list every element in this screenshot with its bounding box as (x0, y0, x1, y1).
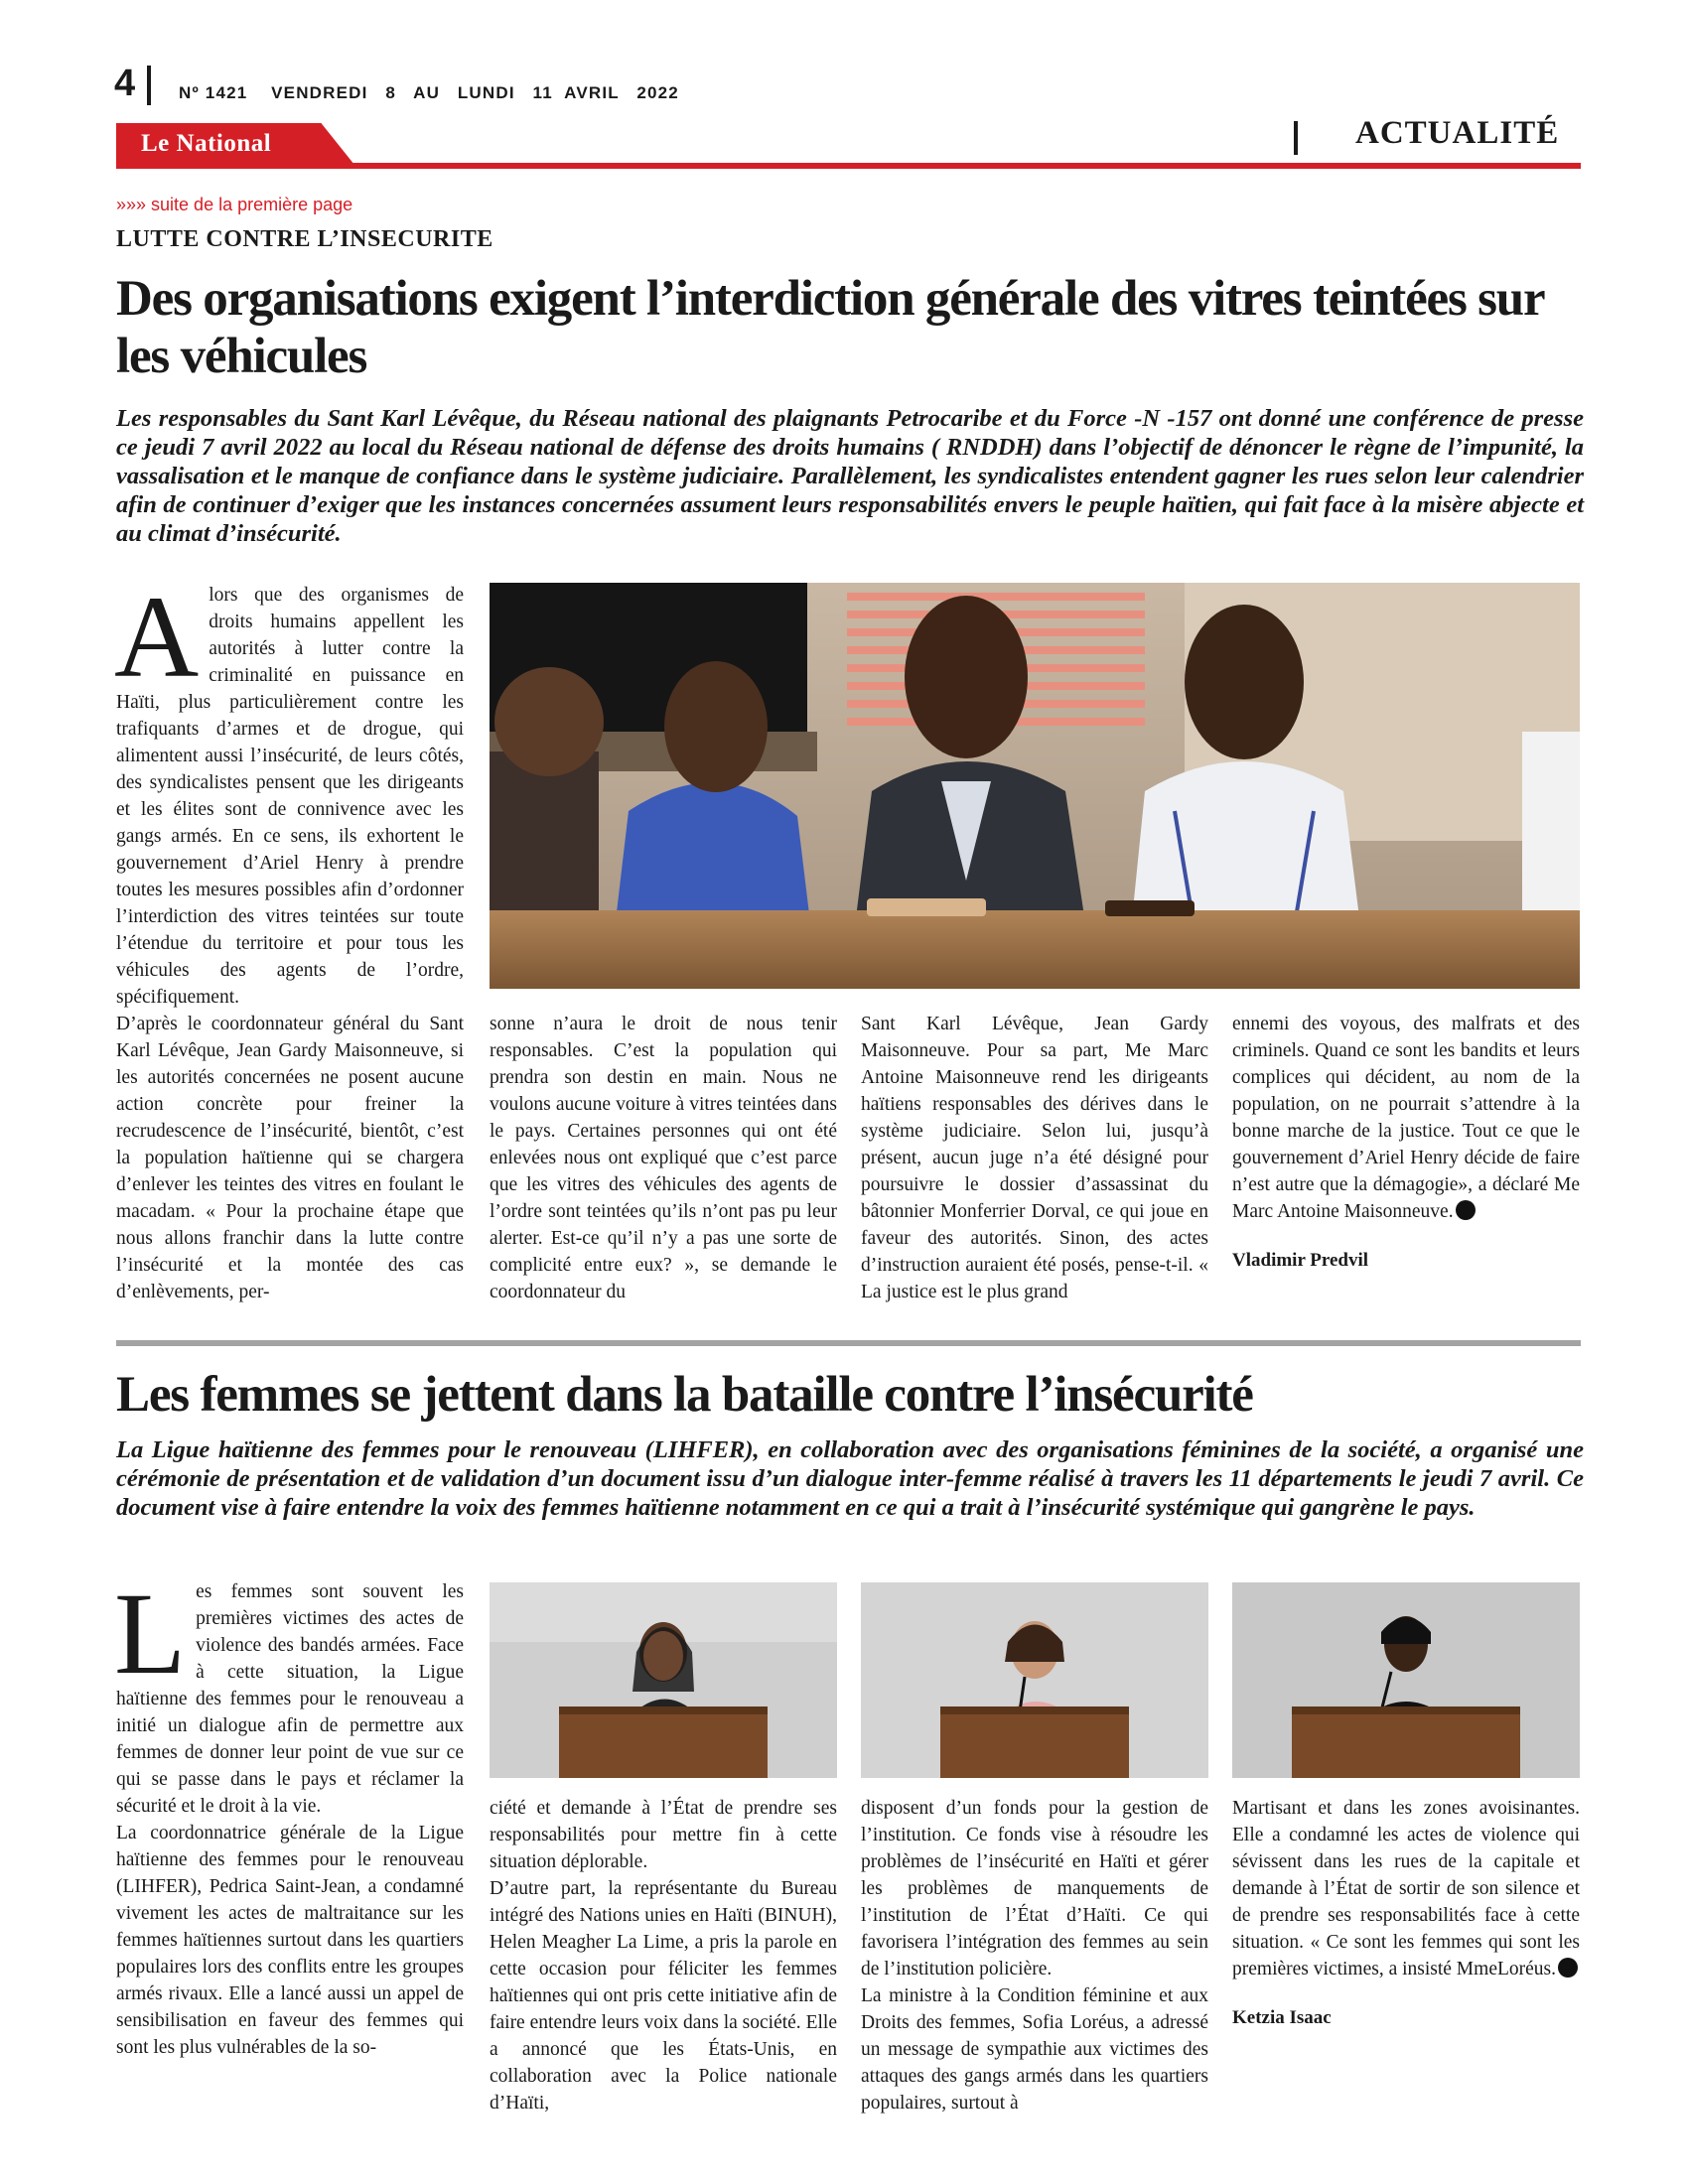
article1-headline: Des organisations exigent l’interdiction générale des vitres teintées sur les véhicules (116, 271, 1544, 384)
article2-dropcap: L (114, 1569, 187, 1699)
article1-lede: Les responsables du Sant Karl Lévêque, du Réseau national des plaignants Petrocaribe et du Force -N -157 ont donné une conférence de presse ce jeudi 7 avril 2022 au local du Réseau national de défense des droits humains ( RNDDH) dans l’objectif de dénoncer le règne de l’impunité, la vassalisation et le manque de confiance dans le système judiciaire. Parallèlement, les syndicalistes entendent gagner les rues selon leur calendrier afin de continuer d’exiger que les instances concernées assument leurs responsabilités envers le peuple haïtien, qui fait face à la misère abjecte et au climat d’insécurité. (116, 405, 1584, 547)
header-rule (116, 163, 1581, 169)
speaker-photo-1 (490, 1582, 837, 1778)
section-title: ACTUALITÉ (1355, 115, 1560, 151)
article2-headline: Les femmes se jettent dans la bataille contre l’insécurité (116, 1367, 1253, 1423)
article-separator (116, 1340, 1581, 1346)
article1-paragraph: Sant Karl Lévêque, Jean Gardy Maisonneuve. Pour sa part, Me Marc Antoine Maisonneuve rend les dirigeants haïtiens responsables des dérives dans le système judiciaire. Selon lui, jusqu’à présent, aucun juge n’a été désigné pour poursuivre le dossier d’assassinat du bâtonnier Monferrier Dorval, ce qui joue en faveur des autorités. Sinon, des actes d’instruction auraient été posés, pense-t-il. « La justice est le plus grand (861, 1014, 1208, 1302)
article2-paragraph: Martisant et dans les zones avoisinantes. Elle a condamné les actes de violence qui sévissent dans les rues de la capitale et demande à l’État de sortir de son silence et de prendre ses responsabilités face à cette situation. « Ce sont les femmes qui sont les premières victimes, a insisté MmeLoréus. (1232, 1798, 1580, 1979)
speaker-illustration (490, 1582, 837, 1778)
press-conference-photo (490, 583, 1580, 989)
article1-column-3 (861, 1011, 1208, 1305)
article2-paragraph: disposent d’un fonds pour la gestion de l’institution. Ce fonds vise à résoudre les problèmes de l’insécurité en Haïti et gérer les problèmes de manquements de l’institution de l’État d’Haïti. Ce qui favorisera l’intégration des femmes au sein de l’institution policière. (861, 1798, 1208, 1979)
speaker-photo-3 (1232, 1582, 1580, 1778)
article1-paragraph: D’après le coordonnateur général du Sant Karl Lévêque, Jean Gardy Maisonneuve, si les autorités concernées ne posent aucune action concrète pour freiner la recrudescence de l’insécurité, bientôt, c’est la population haïtienne qui se chargera d’enlever les teintes des vitres en foulant le macadam. « Pour la prochaine étape que nous allons franchir dans la lutte contre l’insécurité et la montée des cas d’enlèvements, per- (116, 1014, 464, 1302)
page-number-divider (147, 66, 151, 105)
article2-column-4 (1232, 1795, 1580, 2031)
issue-date-line: Nº 1421 VENDREDI 8 AU LUNDI 11 AVRIL 2022 (179, 83, 679, 102)
article1-column-4 (1232, 1011, 1580, 1274)
article2-paragraph: D’autre part, la représentante du Bureau intégré des Nations unies en Haïti (BINUH), Helen Meagher La Lime, a pris la parole en cette occasion pour féliciter les femmes haïtiennes qui ont pris cette initiative afin de faire entendre leurs voix dans la société. Elle a annoncé que les États-Unis, en collaboration avec la Police nationale d’Haïti, (490, 1878, 837, 2114)
article2-paragraph: es femmes sont souvent les premières victimes des actes de violence des bandés armées. Face à cette situation, la Ligue haïtienne des femmes pour le renouveau a initié un dialogue afin de permettre aux femmes de donner leur point de vue sur ce qui se passe dans le pays et réclamer la sécurité et le droit à la vie. (116, 1581, 464, 1817)
article2-column-1 (114, 1569, 464, 2061)
section-divider (1294, 121, 1298, 155)
press-conference-illustration (490, 583, 1580, 989)
speaker-photo-2 (861, 1582, 1208, 1778)
article1-paragraph: sonne n’aura le droit de nous tenir responsables. C’est la population qui prendra son destin en main. Nous ne voulons aucune voiture à vitres teintées dans le pays. Certaines personnes qui ont été enlevées nous ont expliqué que c’est parce que les vitres des véhicules des agents de l’ordre sont teintées qu’ils n’ont pas pu leur alerter. Est-ce qu’il n’y a pas une sorte de complicité entre eux? », se demande le coordonnateur du (490, 1014, 837, 1302)
article1-column-2 (490, 1011, 837, 1305)
article1-author: Vladimir Predvil (1232, 1250, 1369, 1271)
article2-column-2 (490, 1795, 837, 2116)
end-of-article-icon (1456, 1200, 1476, 1220)
brand-logo-text: Le National (141, 130, 272, 157)
article1-kicker: LUTTE CONTRE L’INSECURITE (116, 226, 493, 252)
article2-column-3 (861, 1795, 1208, 2116)
article1-column-1 (114, 572, 464, 1305)
article2-lede: La Ligue haïtienne des femmes pour le renouveau (LIHFER), en collaboration avec des organisations féminines de la société, a organisé une cérémonie de présentation et de validation d’un document issu d’un dialogue inter-femme réalisé à travers les 11 départements le jeudi 7 avril. Ce document vise à faire entendre la voix des femmes haïtienne notamment en ce qui a trait à l’insécurité systémique qui gangrène le pays. (116, 1436, 1584, 1521)
article2-paragraph: ciété et demande à l’État de prendre ses responsabilités pour mettre fin à cette situation déplorable. (490, 1798, 837, 1872)
article2-paragraph: La coordonnatrice générale de la Ligue haïtienne des femmes pour le renouveau (LIHFER), Pedrica Saint-Jean, a condamné vivement les actes de maltraitance sur les femmes haïtiennes surtout dans les quartiers populaires lors des conflits entre les groupes armés rivaux. Elle a lancé aussi un appel de sensibilisation en faveur des femmes qui sont les plus vulnérables de la so- (116, 1823, 464, 2058)
speaker-illustration (1232, 1582, 1580, 1778)
end-of-article-icon (1558, 1958, 1578, 1978)
article1-paragraph: ennemi des voyous, des malfrats et des criminels. Quand ce sont les bandits et leurs complices qui décident, au nom de la population, on ne pourrait s’attendre à la bonne marche de la justice. Tout ce que le gouvernement d’Ariel Henry décide de faire n’est autre que la démagogie», a déclaré Me Marc Antoine Maisonneuve. (1232, 1014, 1580, 1222)
article2-author: Ketzia Isaac (1232, 2007, 1332, 2028)
article1-paragraph: lors que des organismes de droits humains appellent les autorités à lutter contre la criminalité en puissance en Haïti, plus particulièrement contre les trafiquants d’armes et de drogue, qui alimentent aussi l’insécurité, de leurs côtés, des syndicalistes pensent que les dirigeants et les élites sont de connivence avec les gangs armés. En ce sens, ils exhortent le gouvernement d’Ariel Henry à prendre toutes les mesures possibles afin d’ordonner l’interdiction des vitres teintées sur toute l’étendue du territoire et pour tous les véhicules des agents de l’ordre, spécifiquement. (116, 585, 464, 1008)
speaker-illustration (861, 1582, 1208, 1778)
article2-paragraph: La ministre à la Condition féminine et aux Droits des femmes, Sofia Loréus, a adressé un message de sympathie aux victimes des attaques des gangs armés dans les quartiers populaires, surtout à (861, 1985, 1208, 2114)
page-number: 4 (114, 63, 136, 104)
continued-note: »»» suite de la première page (116, 195, 353, 214)
article1-dropcap: A (114, 572, 200, 702)
